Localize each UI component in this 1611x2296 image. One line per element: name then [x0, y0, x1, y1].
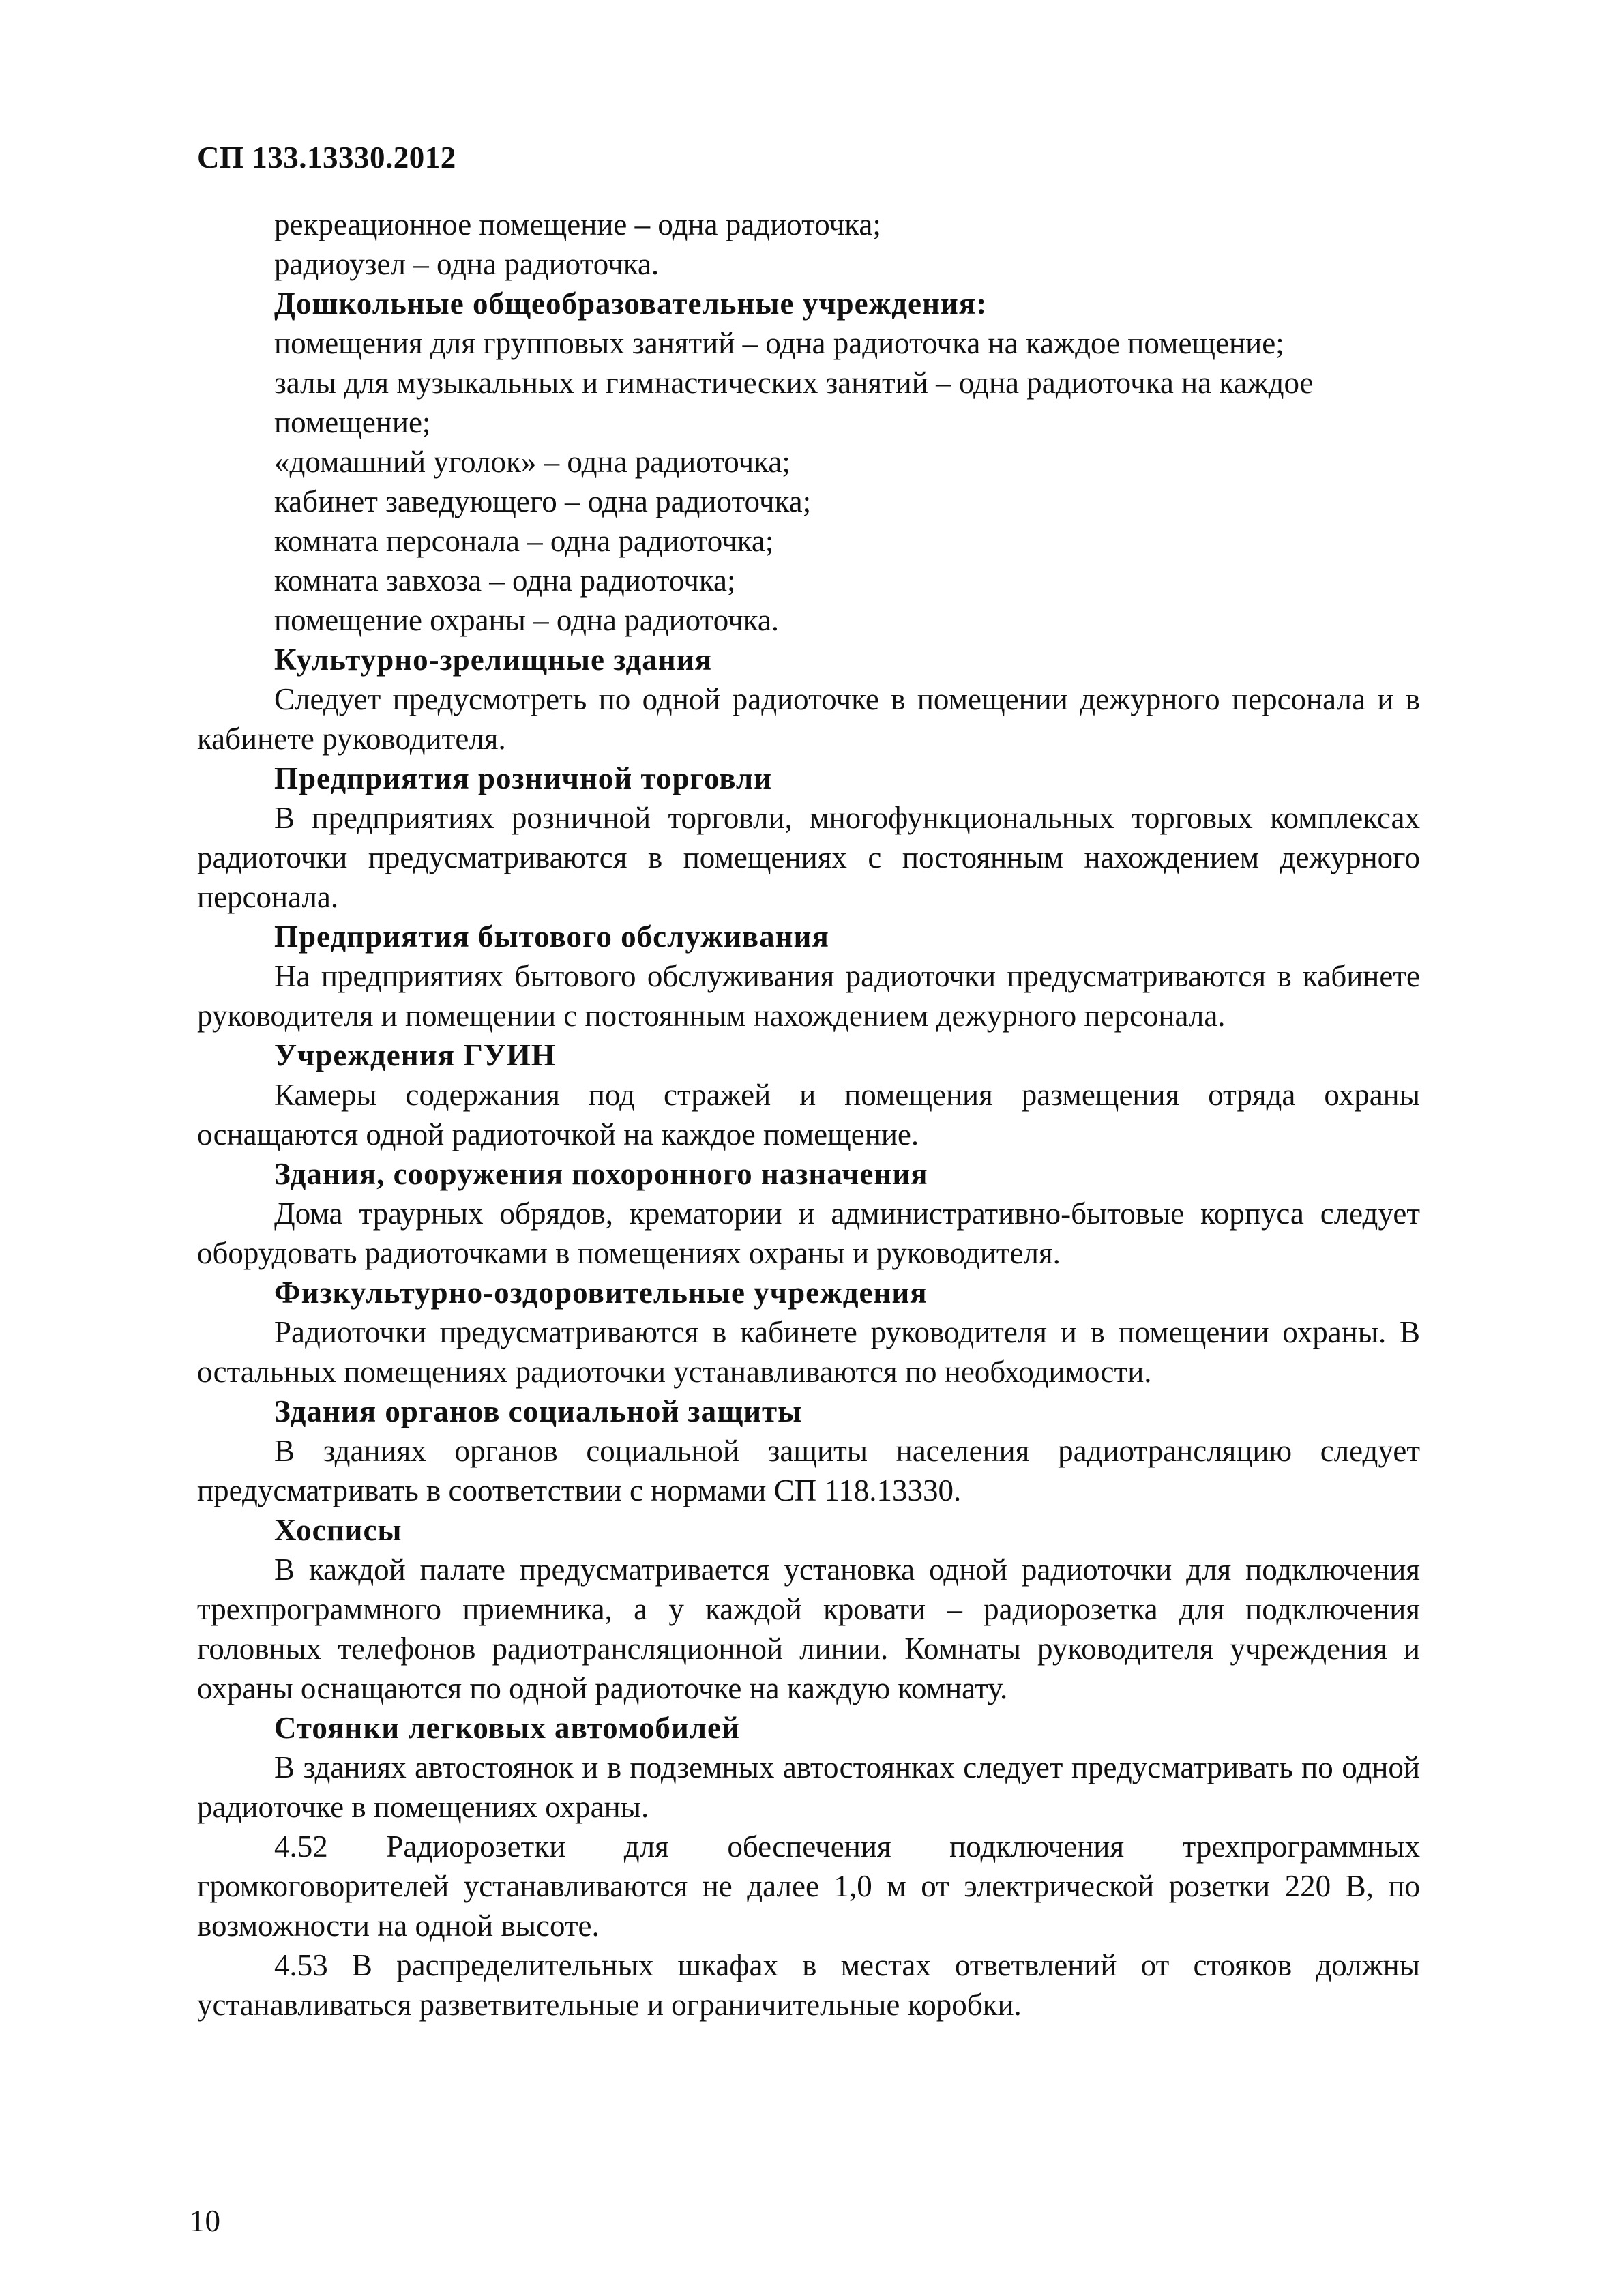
- section-heading: Предприятия бытового обслуживания: [274, 919, 829, 954]
- section-heading: Хосписы: [274, 1513, 402, 1547]
- paragraph: В предприятиях розничной торговли, многофункциональных торговых комплексах радиоточки предусматриваются в помещениях с постоянным нахождением дежурного персонала.: [197, 801, 1420, 914]
- list-item: залы для музыкальных и гимнастических занятий – одна радиоточка на каждое помещение;: [274, 366, 1314, 439]
- list-item: «домашний уголок» – одна радиоточка;: [274, 445, 790, 479]
- clause-4-53: 4.53 В распределительных шкафах в местах ответвлений от стояков должны устанавливаться разветвительные и ограничительные коробки.: [197, 1948, 1420, 2022]
- list-item: комната персонала – одна радиоточка;: [274, 524, 774, 558]
- section-heading: Физкультурно-оздоровительные учреждения: [274, 1276, 928, 1310]
- paragraph: В каждой палате предусматривается установка одной радиоточки для подключения трехпрограммного приемника, а у каждой кровати – радиорозетка для подключения головных телефонов радиотрансляционной линии. Комнаты руководителя учреждения и охраны оснащаются по одной радиоточке на каждую комнату.: [197, 1552, 1420, 1705]
- section-heading: Предприятия розничной торговли: [274, 761, 773, 795]
- paragraph: Следует предусмотреть по одной радиоточке в помещении дежурного персонала и в кабинете руководителя.: [197, 682, 1420, 756]
- section-heading: Культурно-зрелищные здания: [274, 643, 712, 677]
- document-code: СП 133.13330.2012: [197, 141, 456, 175]
- paragraph: В зданиях органов социальной защиты населения радиотрансляцию следует предусматривать в соответствии с нормами СП 118.13330.: [197, 1434, 1420, 1507]
- section-heading: Учреждения ГУИН: [274, 1038, 556, 1072]
- paragraph: На предприятиях бытового обслуживания радиоточки предусматриваются в кабинете руководителя и помещении с постоянным нахождением дежурного персонала.: [197, 959, 1420, 1033]
- body-text: [197, 205, 1420, 2025]
- paragraph: Дома траурных обрядов, крематории и административно-бытовые корпуса следует оборудовать радиоточками в помещениях охраны и руководителя.: [197, 1196, 1420, 1270]
- section-heading: Здания, сооружения похоронного назначения: [274, 1157, 928, 1191]
- list-item: комната завхоза – одна радиоточка;: [274, 563, 736, 598]
- list-item: помещение охраны – одна радиоточка.: [274, 603, 780, 637]
- list-item: рекреационное помещение – одна радиоточка;: [274, 207, 881, 241]
- section-heading: Здания органов социальной защиты: [274, 1394, 803, 1428]
- page-number: 10: [190, 2204, 220, 2238]
- list-item: радиоузел – одна радиоточка.: [274, 247, 660, 281]
- section-heading: Стоянки легковых автомобилей: [274, 1711, 740, 1745]
- paragraph: В зданиях автостоянок и в подземных автостоянках следует предусматривать по одной радиоточке в помещениях охраны.: [197, 1750, 1420, 1824]
- clause-4-52: 4.52 Радиорозетки для обеспечения подключения трехпрограммных громкоговорителей устанавливаются не далее 1,0 м от электрической розетки 220 В, по возможности на одной высоте.: [197, 1829, 1420, 1943]
- section-heading: Дошкольные общеобразовательные учреждения:: [274, 286, 988, 321]
- list-item: помещения для групповых занятий – одна радиоточка на каждое помещение;: [274, 326, 1284, 360]
- paragraph: Камеры содержания под стражей и помещения размещения отряда охраны оснащаются одной радиоточкой на каждое помещение.: [197, 1078, 1420, 1151]
- list-item: кабинет заведующего – одна радиоточка;: [274, 484, 812, 518]
- paragraph: Радиоточки предусматриваются в кабинете руководителя и в помещении охраны. В остальных помещениях радиоточки устанавливаются по необходимости.: [197, 1315, 1420, 1389]
